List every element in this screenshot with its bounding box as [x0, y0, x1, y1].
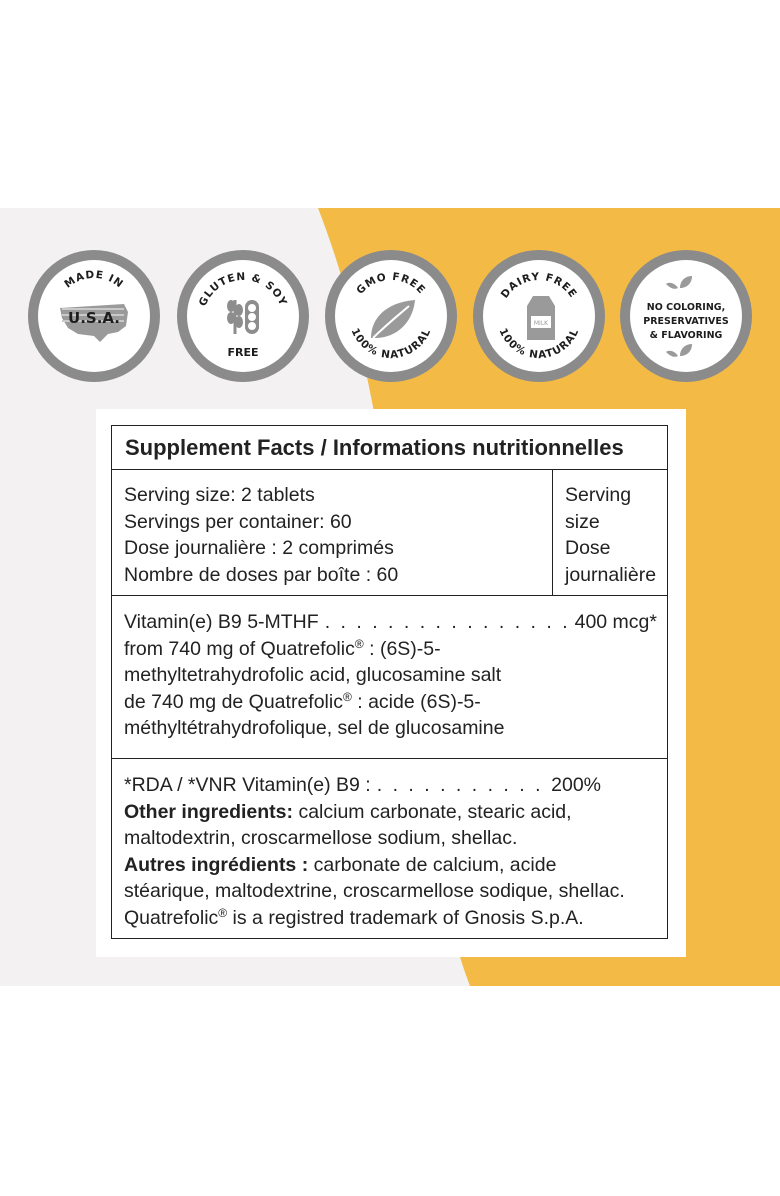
- autres-ingredients: Autres ingrédients : carbonate de calcium, acide: [124, 853, 557, 876]
- badge-top-text: DAIRY FREE: [498, 270, 580, 301]
- other-ingredients: Other ingredients: calcium carbonate, stearic acid,: [124, 800, 572, 823]
- gluten-soy-free-badge: [177, 250, 309, 382]
- rda-value: 200%: [551, 774, 601, 796]
- servings-per-container: Servings per container: 60: [124, 510, 352, 533]
- badge-line-3: & FLAVORING: [649, 330, 723, 341]
- serving-header-line: Serving: [565, 484, 632, 506]
- serving-section: [112, 470, 667, 596]
- vitamin-section: [112, 596, 667, 759]
- vitamin-amount: 400 mcg*: [574, 611, 657, 633]
- badge-bottom-text: 100% NATURAL: [348, 326, 434, 362]
- dairy-free-badge: [473, 250, 605, 382]
- vitamin-row: [124, 609, 667, 636]
- vitamin-name: Vitamin(e) B9 5-MTHF: [124, 611, 319, 633]
- badge-line-1: NO COLORING,: [646, 302, 726, 313]
- badge-row: [0, 250, 780, 386]
- milk-label: MILK: [533, 320, 549, 327]
- badge-top-text: MADE IN: [62, 268, 126, 291]
- rda-label: *RDA / *VNR Vitamin(e) B9 :: [124, 774, 371, 796]
- badge-bottom-text: FREE: [227, 346, 259, 359]
- badge-bottom-text: 100% NATURAL: [496, 326, 582, 362]
- vitamin-source-fr: de 740 mg de Quatrefolic® : acide (6S)-5-: [124, 689, 481, 713]
- milk-carton-icon: [527, 296, 555, 340]
- nombre-de-doses: Nombre de doses par boîte : 60: [124, 563, 399, 586]
- other-ingredients-2: maltodextrin, croscarmellose sodium, shellac.: [124, 827, 518, 849]
- facts-title: Supplement Facts / Informations nutritionnelles: [112, 426, 667, 470]
- serving-header-line: Dose: [565, 537, 611, 559]
- ingredients-section: [112, 759, 667, 931]
- serving-info: [112, 470, 552, 595]
- dose-journaliere: Dose journalière : 2 comprimés: [124, 537, 394, 559]
- badge-top-text: GMO FREE: [354, 270, 428, 297]
- svg-text:GMO FREE: [354, 271, 427, 297]
- serving-header-line: size: [565, 510, 600, 533]
- made-in-usa-badge: [28, 250, 160, 382]
- autres-ingredients-2: stéarique, maltodextrine, croscarmellose sodique, shellac.: [124, 880, 625, 902]
- serving-column-header: [552, 470, 667, 595]
- leader-dots: [325, 609, 569, 636]
- badge-line-2: PRESERVATIVES: [643, 316, 729, 327]
- vitamin-source-en-2: methyltetrahydrofolic acid, glucosamine salt: [124, 664, 502, 686]
- serving-header-line: journalière: [565, 563, 657, 586]
- supplement-facts-table: [111, 425, 668, 939]
- leaf-icon: [371, 300, 415, 338]
- leader-dots: [377, 772, 545, 799]
- trademark-note: Quatrefolic® is a registred trademark of Gnosis S.p.A.: [124, 905, 584, 929]
- serving-size: Serving size: 2 tablets: [124, 484, 315, 506]
- svg-text:GLUTEN & SOY: [197, 271, 289, 308]
- svg-text:MADE IN: [62, 269, 125, 291]
- vitamin-source-fr-2: méthyltétrahydrofolique, sel de glucosamine: [124, 717, 505, 739]
- badge-top-text: GLUTEN & SOY: [196, 270, 290, 309]
- badge-middle-text: U.S.A.: [68, 309, 120, 327]
- rda-row: [124, 772, 659, 799]
- no-coloring-badge: [620, 250, 752, 382]
- wheat-soy-icon: [227, 300, 259, 334]
- gmo-free-badge: [325, 250, 457, 382]
- vitamin-source-en: from 740 mg of Quatrefolic® : (6S)-5-: [124, 636, 441, 660]
